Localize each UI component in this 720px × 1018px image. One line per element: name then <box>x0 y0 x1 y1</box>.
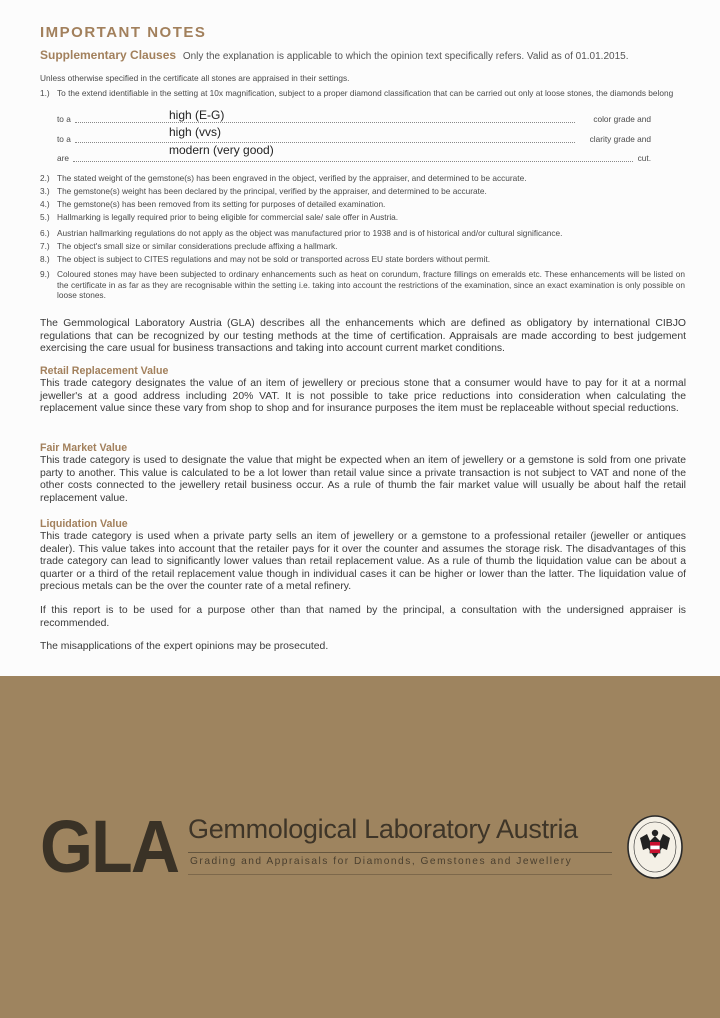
clause-3 <box>40 186 685 197</box>
purpose-note: If this report is to be used for a purpose other than that named by the principal, a consultation with the undersigned appraiser is recommended. <box>40 605 686 629</box>
cut-grade-line <box>57 153 651 164</box>
page-title: IMPORTANT NOTES <box>40 24 207 41</box>
clarity-grade-line <box>57 134 651 145</box>
clause-text: Hallmarking is legally required prior to being eligible for commercial sale/ sale offer in Austria. <box>57 212 399 222</box>
clause-number: 5.) <box>40 212 50 222</box>
clause-text: Austrian hallmarking regulations do not apply as the object was manufactured prior to 1938 and is of historical and/or cultural significance. <box>57 228 563 238</box>
lab-name: Gemmological Laboratory Austria <box>188 814 578 844</box>
retail-value-heading: Retail Replacement Value <box>40 365 169 377</box>
footer-band <box>0 676 720 1018</box>
clause-7 <box>40 241 685 252</box>
intro-text: Unless otherwise specified in the certificate all stones are appraised in their settings. <box>40 73 350 83</box>
austrian-eagle-seal-icon <box>626 814 684 880</box>
fill-lead: are <box>57 153 69 163</box>
clause-9 <box>40 269 685 301</box>
liquidation-value-heading: Liquidation Value <box>40 518 128 530</box>
divider <box>188 852 612 853</box>
cut-grade-value: modern (very good) <box>169 143 274 157</box>
clause-number: 4.) <box>40 199 50 209</box>
color-grade-line <box>57 114 651 125</box>
lab-tagline: Grading and Appraisals for Diamonds, Gemstones and Jewellery <box>190 856 573 867</box>
fill-lead: to a <box>57 114 71 124</box>
fair-market-value-heading: Fair Market Value <box>40 442 128 454</box>
supplementary-heading: Supplementary Clauses <box>40 48 177 62</box>
clause-number: 7.) <box>40 241 50 251</box>
liquidation-value-text: This trade category is used when a private party sells an item of jewellery or a gemstone to a professional retailer (jeweller or antiques dealer). This value takes into account that the retailer pays for it over the counter and assumes the storage risk. The disadvantages of this trade category can lead to significantly lower values than retail replacement value. As a rule of thumb the liquidation value can be about a quarter or a third of the retail replacement value though in individual cases it can be higher or lower than the latter. The liquidation value of precious metals can be the over the counter rate of a metal refinery. <box>40 531 686 593</box>
clause-number: 2.) <box>40 173 50 183</box>
clause-text: The object is subject to CITES regulations and may not be sold or transported across EU state borders without permit. <box>57 254 491 264</box>
clause-text: Coloured stones may have been subjected to ordinary enhancements such as heat on corundum, fracture fillings on emeralds etc. These enhancements will be listed on the certificate in as far as they are recognisable within the setting i.e. taking into account the restrictions of the examination, since an exact examination is only possible on loose stones. <box>57 269 685 301</box>
clause-number: 3.) <box>40 186 50 196</box>
supplementary-text: Only the explanation is applicable to which the opinion text specifically refers. Valid as of 01.01.2015. <box>182 51 629 62</box>
clause-number: 6.) <box>40 228 50 238</box>
divider <box>188 874 612 875</box>
fill-lead: to a <box>57 134 71 144</box>
misapplication-note: The misapplications of the expert opinions may be prosecuted. <box>40 641 329 652</box>
clause-5 <box>40 212 685 223</box>
fair-market-value-text: This trade category is used to designate the value that might be expected when an item of jewellery or a gemstone is sold from one private party to another. This value is calculated to be a lot lower than retail value since a private transaction is not subject to VAT and none of the other costs connected to the jewellery retail business occur. As a rule of thumb the fair market value will usually be about half the retail replacement value. <box>40 455 686 504</box>
clause-number: 8.) <box>40 254 50 264</box>
clause-4 <box>40 199 685 210</box>
gla-logo-letters: GLA <box>40 805 179 888</box>
clause-6 <box>40 228 685 239</box>
clause-number: 9.) <box>40 269 50 279</box>
clause-text: The gemstone(s) has been removed from its setting for purposes of detailed examination. <box>57 199 386 209</box>
clause-number: 1.) <box>40 88 50 98</box>
clause-text: The gemstone(s) weight has been declared by the principal, verified by the appraiser, and determined to be accurate. <box>57 186 487 196</box>
clause-8 <box>40 254 685 265</box>
clause-2 <box>40 173 685 184</box>
clause-text: The stated weight of the gemstone(s) has been engraved in the object, verified by the appraiser, and determined to be accurate. <box>57 173 527 183</box>
gla-enhancements-paragraph: The Gemmological Laboratory Austria (GLA) describes all the enhancements which are defined as obligatory by international CIBJO regulations that can be recognized by our testing methods at the time of certification. Appraisals are made according to best judgement exercising the care usual for business transactions and taking into account current market conditions. <box>40 318 686 355</box>
supplementary-clauses-line <box>40 48 628 62</box>
clause-text: To the extend identifiable in the setting at 10x magnification, subject to a proper diamond classification that can be carried out only at loose stones, the diamonds belong <box>57 88 674 98</box>
clarity-grade-value: high (vvs) <box>169 125 222 139</box>
fill-trail: clarity grade and <box>589 134 651 144</box>
dotted-leader <box>73 161 633 162</box>
color-grade-value: high (E-G) <box>169 108 225 122</box>
clause-text: The object's small size or similar considerations preclude affixing a hallmark. <box>57 241 338 251</box>
fill-trail: cut. <box>637 153 651 163</box>
dotted-leader <box>75 142 575 143</box>
fill-trail: color grade and <box>593 114 651 124</box>
retail-value-text: This trade category designates the value of an item of jewellery or precious stone that a consumer would have to pay for it at a normal jeweller's at a good address including 20% VAT. It is not possible to take price reductions into consideration when calculating the replacement value since these vary from shop to shop and for insurance purposes the item must be replaceable without special reductions. <box>40 378 686 415</box>
clause-1 <box>40 88 685 99</box>
dotted-leader <box>75 122 575 123</box>
